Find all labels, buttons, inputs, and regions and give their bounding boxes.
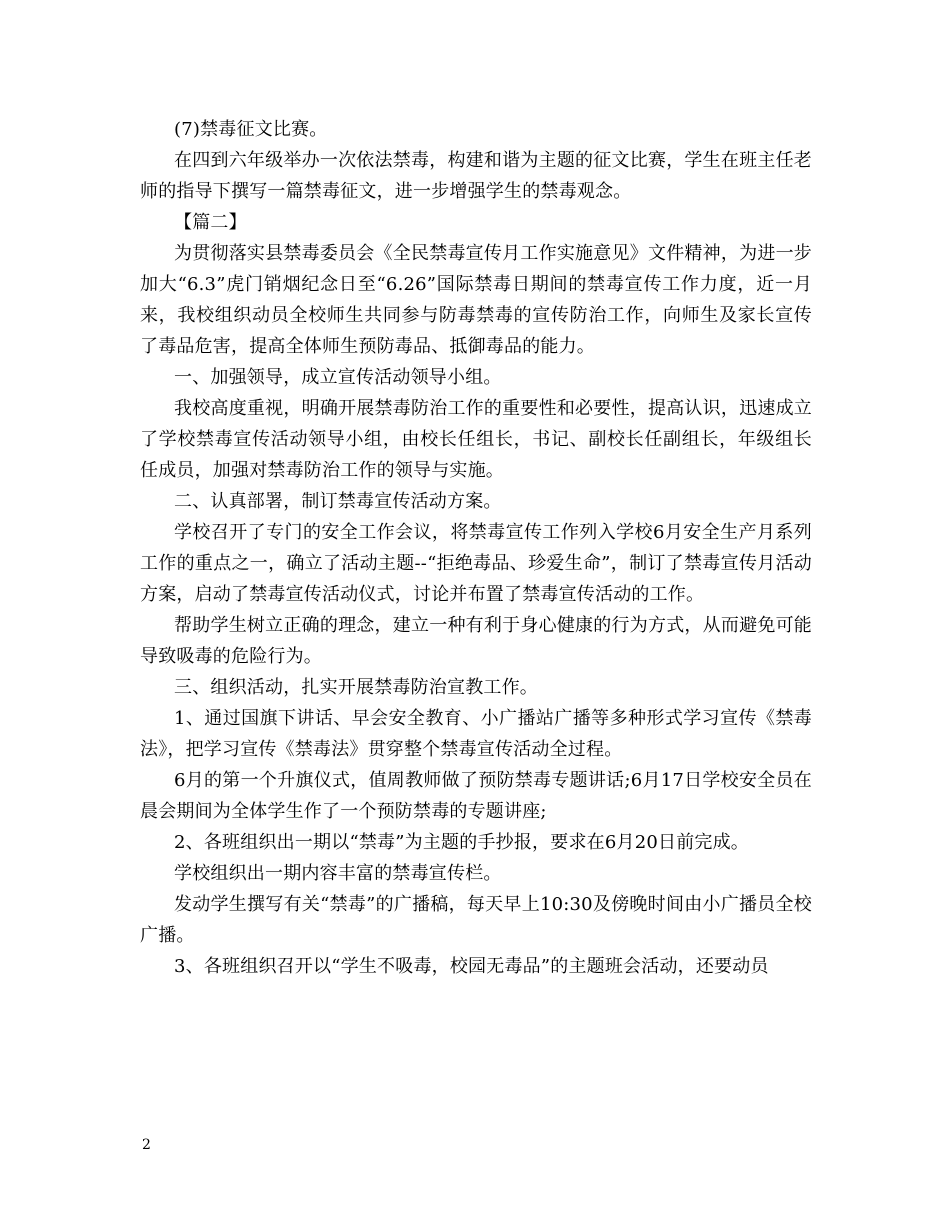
paragraph-activity-3: 3、各班组织召开以“学生不吸毒，校园无毒品”的主题班会活动，还要动员 <box>174 956 769 977</box>
paragraph-bulletin-board: 学校组织出一期内容丰富的禁毒宣传栏。 <box>174 863 502 884</box>
heading-section-two: 二、认真部署，制订禁毒宣传活动方案。 <box>174 491 502 512</box>
paragraph-plan: 学校召开了专门的安全工作会议，将禁毒宣传工作列入学校6月安全生产月系列工作的重点之一，确立了活动主题--“拒绝毒品、珍爱生命”，制订了禁毒宣传月活动方案，启动了禁毒宣传活动仪式，讨论并布置了禁毒宣传活动的工作。 <box>140 522 812 605</box>
heading-section-one: 一、加强领导，成立宣传活动领导小组。 <box>174 367 502 388</box>
heading-section-three: 三、组织活动，扎实开展禁毒防治宣教工作。 <box>174 677 538 698</box>
paragraph-intro: 为贯彻落实县禁毒委员会《全民禁毒宣传月工作实施意见》文件精神，为进一步加大“6.3”虎门销烟纪念日至“6.26”国际禁毒日期间的禁毒宣传工作力度，近一月来，我校组织动员全校师生共同参与防毒禁毒的宣传防治工作，向师生及家长宣传了毒品危害，提高全体师生预防毒品、抵御毒品的能力。 <box>140 243 812 357</box>
paragraph-flag-ceremony: 6月的第一个升旗仪式，值周教师做了预防禁毒专题讲话;6月17日学校安全员在晨会期间为全体学生作了一个预防禁毒的专题讲座; <box>140 770 812 822</box>
paragraph-item-7-heading: (7)禁毒征文比赛。 <box>174 119 328 140</box>
paragraph-activity-1: 1、通过国旗下讲话、早会安全教育、小广播站广播等多种形式学习宣传《禁毒法》，把学习宣传《禁毒法》贯穿整个禁毒宣传活动全过程。 <box>140 708 812 760</box>
paragraph-essay-contest: 在四到六年级举办一次依法禁毒，构建和谐为主题的征文比赛，学生在班主任老师的指导下撰写一篇禁毒征文，进一步增强学生的禁毒观念。 <box>140 150 812 202</box>
paragraph-concept: 帮助学生树立正确的理念，建立一种有利于身心健康的行为方式，从而避免可能导致吸毒的危险行为。 <box>140 615 812 667</box>
paragraph-leadership: 我校高度重视，明确开展禁毒防治工作的重要性和必要性，提高认识，迅速成立了学校禁毒宣传活动领导小组，由校长任组长，书记、副校长任副组长，年级组长任成员，加强对禁毒防治工作的领导与实施。 <box>140 398 812 481</box>
page-number: 2 <box>142 1137 151 1153</box>
paragraph-broadcast: 发动学生撰写有关“禁毒”的广播稿，每天早上10:30及傍晚时间由小广播员全校广播。 <box>140 894 812 946</box>
paragraph-activity-2: 2、各班组织出一期以“禁毒”为主题的手抄报，要求在6月20日前完成。 <box>174 832 750 853</box>
section-heading-part-two: 【篇二】 <box>174 212 247 233</box>
document-body <box>140 114 812 982</box>
